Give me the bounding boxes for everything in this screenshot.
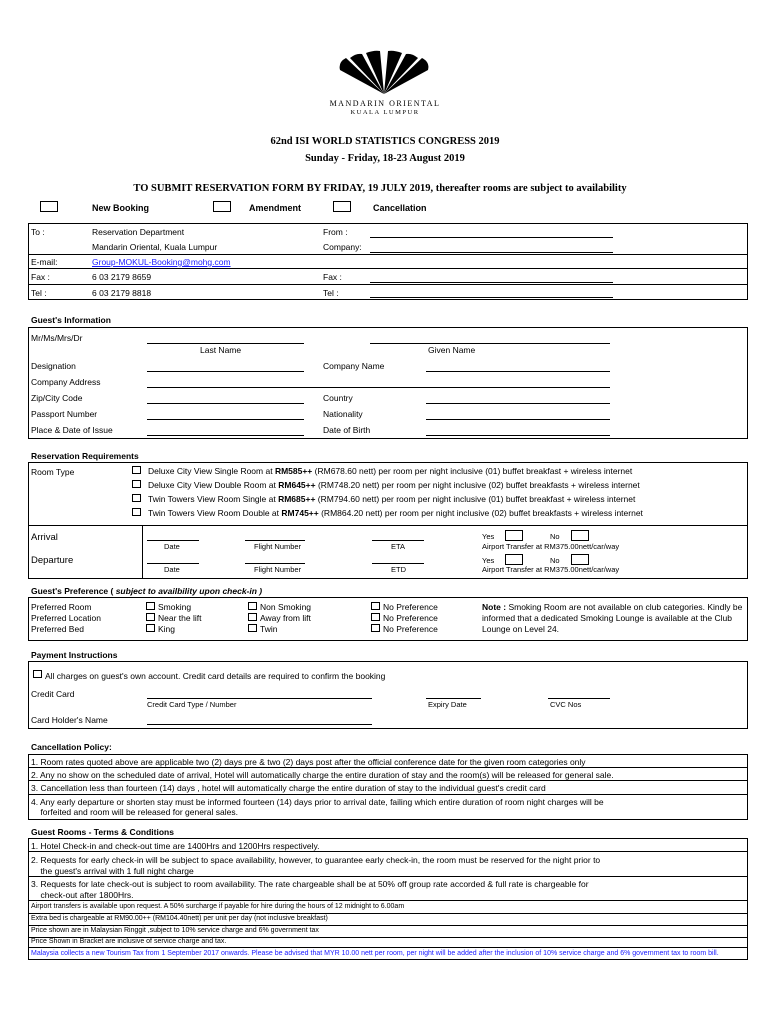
tel2-field[interactable] <box>370 297 613 298</box>
fax-label: Fax : <box>31 272 50 282</box>
designation-label: Designation <box>31 361 76 371</box>
arrival-no-checkbox[interactable] <box>571 530 589 541</box>
dob-field[interactable] <box>426 435 610 436</box>
departure-no-checkbox[interactable] <box>571 554 589 565</box>
pref-option-label: Twin <box>260 624 278 634</box>
expiry-field[interactable] <box>426 698 481 699</box>
pref-checkbox[interactable] <box>146 613 155 621</box>
tourism-tax-note: Malaysia collects a new Tourism Tax from 1 September 2017 onwards. Please be advised that MYR 10.00 nett per room, per night will be added after the inclusion of 10% service charge and 6% government tax to room bill. <box>31 950 719 957</box>
place-date-issue-field[interactable] <box>147 435 304 436</box>
preferred-location-label: Preferred Location <box>31 613 101 623</box>
fax-number: 6 03 2179 8659 <box>92 272 152 282</box>
preferred-bed-label: Preferred Bed <box>31 624 84 634</box>
card-type-label: Credit Card Type / Number <box>147 700 237 709</box>
from-field[interactable] <box>370 237 613 238</box>
company-address-label: Company Address <box>31 377 101 387</box>
designation-field[interactable] <box>147 371 304 372</box>
terms-item: check-out after 1800Hrs. <box>31 890 134 900</box>
tel-label: Tel : <box>31 288 47 298</box>
event-dates: Sunday - Friday, 18-23 August 2019 <box>305 153 465 164</box>
departure-flight-label: Flight Number <box>254 565 302 574</box>
pref-option-label: Away from lift <box>260 613 311 623</box>
departure-date-label: Date <box>164 565 180 574</box>
cancellation-item: 1. Room rates quoted above are applicable two (2) days pre & two (2) days post after the official conference date for the given room categories only <box>31 757 586 767</box>
card-holder-field[interactable] <box>147 724 372 725</box>
last-name-field[interactable] <box>147 343 304 344</box>
pref-checkbox[interactable] <box>248 624 257 632</box>
pref-checkbox[interactable] <box>371 602 380 610</box>
pref-option-label: Smoking <box>158 602 192 612</box>
room-option-label: Twin Towers View Room Double at RM745++ (RM864.20 nett) per room per night inclusive (02) buffet breakfasts + wireless internet <box>148 508 643 518</box>
cancellation-item: 3. Cancellation less than fourteen (14) days , hotel will automatically charge the entire duration of stay to the individual guest's credit card <box>31 783 546 793</box>
terms-note: Price shown are in Malaysian Ringgit ,subject to 10% service charge and 6% government tax <box>31 927 319 934</box>
terms-item: 2. Requests for early check-in will be subject to space availability, however, to guarantee early check-in, the room must be reserved for the night prior to <box>31 855 601 865</box>
terms-note: Extra bed is chargeable at RM90.00++ (RM104.40nett) per unit per day (not inclusive breakfast) <box>31 915 328 922</box>
terms-item: the guest's arrival with 1 full night charge <box>31 866 194 876</box>
hotel-name: MANDARIN ORIENTAL <box>329 99 441 108</box>
arrival-label: Arrival <box>31 532 58 543</box>
eta-label: ETA <box>391 542 406 551</box>
zip-label: Zip/City Code <box>31 393 83 403</box>
terms-item: 3. Requests for late check-out is subject to room availability. The rate chargeable shall be at 50% off group rate accorded & full rate is chargeable for <box>31 879 589 889</box>
pref-option-label: No Preference <box>383 602 438 612</box>
preference-heading: Guest's Preference ( subject to availbility upon check-in ) <box>31 586 263 596</box>
arrival-transfer-label: Airport Transfer at RM375.00nett/car/way <box>482 542 620 551</box>
room-option-checkbox[interactable] <box>132 494 141 502</box>
cancellation-item: 4. Any early departure or shorten stay must be informed fourteen (14) days prior to arrival date, failing which entire duration of room night charges will be <box>31 797 604 807</box>
company-name-label: Company Name <box>323 361 385 371</box>
credit-card-label: Credit Card <box>31 689 75 699</box>
etd-label: ETD <box>391 565 406 574</box>
departure-yes-label: Yes <box>482 556 495 565</box>
to-department: Reservation Department <box>92 227 185 237</box>
pref-option-label: Non Smoking <box>260 602 312 612</box>
passport-field[interactable] <box>147 419 304 420</box>
mandarin-oriental-fan-logo <box>336 50 432 96</box>
arrival-flight-field[interactable] <box>245 540 305 541</box>
from-label: From : <box>323 227 348 237</box>
country-field[interactable] <box>426 403 610 404</box>
terms-heading: Guest Rooms - Terms & Conditions <box>31 827 174 837</box>
card-holder-label: Card Holder's Name <box>31 715 108 725</box>
departure-date-field[interactable] <box>147 563 199 564</box>
departure-yes-checkbox[interactable] <box>505 554 523 565</box>
arrival-yes-label: Yes <box>482 532 495 541</box>
guest-info-heading: Guest's Information <box>31 315 111 325</box>
fax2-label: Fax : <box>323 272 342 282</box>
dob-label: Date of Birth <box>323 425 371 435</box>
pref-checkbox[interactable] <box>371 613 380 621</box>
all-charges-checkbox[interactable] <box>33 670 42 678</box>
event-title: 62nd ISI WORLD STATISTICS CONGRESS 2019 <box>270 136 500 147</box>
room-option-checkbox[interactable] <box>132 480 141 488</box>
nationality-field[interactable] <box>426 419 610 420</box>
card-number-field[interactable] <box>147 698 372 699</box>
all-charges-label: All charges on guest's own account. Credit card details are required to confirm the booking <box>45 671 386 681</box>
reservation-heading: Reservation Requirements <box>31 451 139 461</box>
country-label: Country <box>323 393 353 403</box>
deadline-notice: TO SUBMIT RESERVATION FORM BY FRIDAY, 19 JULY 2019, thereafter rooms are subject to availability <box>133 183 627 194</box>
departure-flight-field[interactable] <box>245 563 305 564</box>
passport-label: Passport Number <box>31 409 98 419</box>
to-label: To : <box>31 227 45 237</box>
hotel-city: KUALA LUMPUR <box>350 109 420 116</box>
pref-checkbox[interactable] <box>248 613 257 621</box>
pref-checkbox[interactable] <box>371 624 380 632</box>
terms-note: Airport transfers is available upon request. A 50% surcharge if payable for hire during the hours of 12 midnight to 6.00am <box>31 903 405 910</box>
room-option-checkbox[interactable] <box>132 466 141 474</box>
cancellation-item: 2. Any no show on the scheduled date of arrival, Hotel will automatically charge the entire duration of stay and the room(s) will be released for general sale. <box>31 770 614 780</box>
payment-heading: Payment Instructions <box>31 650 118 660</box>
departure-no-label: No <box>550 556 560 565</box>
salutation-label: Mr/Ms/Mrs/Dr <box>31 333 83 343</box>
cvc-field[interactable] <box>548 698 610 699</box>
room-option-label: Deluxe City View Double Room at RM645++ (RM748.20 nett) per room per night inclusive (02) buffet breakfasts + wireless internet <box>148 480 640 490</box>
expiry-label: Expiry Date <box>428 700 467 709</box>
given-name-label: Given Name <box>428 345 476 355</box>
email-link[interactable]: Group-MOKUL-Booking@mohg.com <box>92 257 231 267</box>
arrival-no-label: No <box>550 532 560 541</box>
zip-field[interactable] <box>147 403 304 404</box>
departure-label: Departure <box>31 555 74 566</box>
room-option-label: Twin Towers View Room Single at RM685++ (RM794.60 nett) per room per night inclusive (01) buffet breakfast + wireless internet <box>148 494 636 504</box>
company-field[interactable] <box>370 252 613 253</box>
to-hotel: Mandarin Oriental, Kuala Lumpur <box>92 242 218 252</box>
given-name-field[interactable] <box>370 343 610 344</box>
terms-note: Price Shown in Bracket are inclusive of service charge and tax. <box>31 938 227 945</box>
cancellation-checkbox[interactable] <box>333 201 351 212</box>
pref-option-label: Near the lift <box>158 613 202 623</box>
room-type-label: Room Type <box>31 467 75 477</box>
etd-field[interactable] <box>372 563 424 564</box>
departure-transfer-label: Airport Transfer at RM375.00nett/car/way <box>482 565 620 574</box>
room-option-label: Deluxe City View Single Room at RM585++ (RM678.60 nett) per room per night inclusive (01) buffet breakfast + wireless internet <box>148 466 633 476</box>
tel-number: 6 03 2179 8818 <box>92 288 152 298</box>
pref-checkbox[interactable] <box>146 624 155 632</box>
amendment-checkbox[interactable] <box>213 201 231 212</box>
pref-checkbox[interactable] <box>248 602 257 610</box>
preferred-room-label: Preferred Room <box>31 602 92 612</box>
new-booking-checkbox[interactable] <box>40 201 58 212</box>
tel2-label: Tel : <box>323 288 339 298</box>
arrival-flight-label: Flight Number <box>254 542 302 551</box>
smoking-note: Note : Smoking Room are not available on club categories. Kindly be informed that a dedicated Smoking Lounge is available at the Club Lounge on Level 24. <box>482 602 743 634</box>
cancellation-heading: Cancellation Policy: <box>31 742 112 752</box>
eta-field[interactable] <box>372 540 424 541</box>
pref-option-label: King <box>158 624 176 634</box>
pref-option-label: No Preference <box>383 613 438 623</box>
amendment-label: Amendment <box>249 203 302 213</box>
company-label: Company: <box>323 242 362 252</box>
place-date-issue-label: Place & Date of Issue <box>31 425 113 435</box>
company-address-field[interactable] <box>147 387 610 388</box>
terms-item: 1. Hotel Check-in and check-out time are 1400Hrs and 1200Hrs respectively. <box>31 841 320 851</box>
new-booking-label: New Booking <box>92 203 150 213</box>
arrival-yes-checkbox[interactable] <box>505 530 523 541</box>
cancellation-label: Cancellation <box>373 203 427 213</box>
cancellation-item: forfeited and room will be released for general sales. <box>31 807 238 817</box>
room-option-checkbox[interactable] <box>132 508 141 516</box>
email-label: E-mail: <box>31 257 58 267</box>
pref-checkbox[interactable] <box>146 602 155 610</box>
arrival-date-label: Date <box>164 542 180 551</box>
last-name-label: Last Name <box>200 345 242 355</box>
cvc-label: CVC Nos <box>550 700 582 709</box>
nationality-label: Nationality <box>323 409 363 419</box>
arrival-date-field[interactable] <box>147 540 199 541</box>
pref-option-label: No Preference <box>383 624 438 634</box>
company-name-field[interactable] <box>426 371 610 372</box>
fax2-field[interactable] <box>370 282 613 283</box>
